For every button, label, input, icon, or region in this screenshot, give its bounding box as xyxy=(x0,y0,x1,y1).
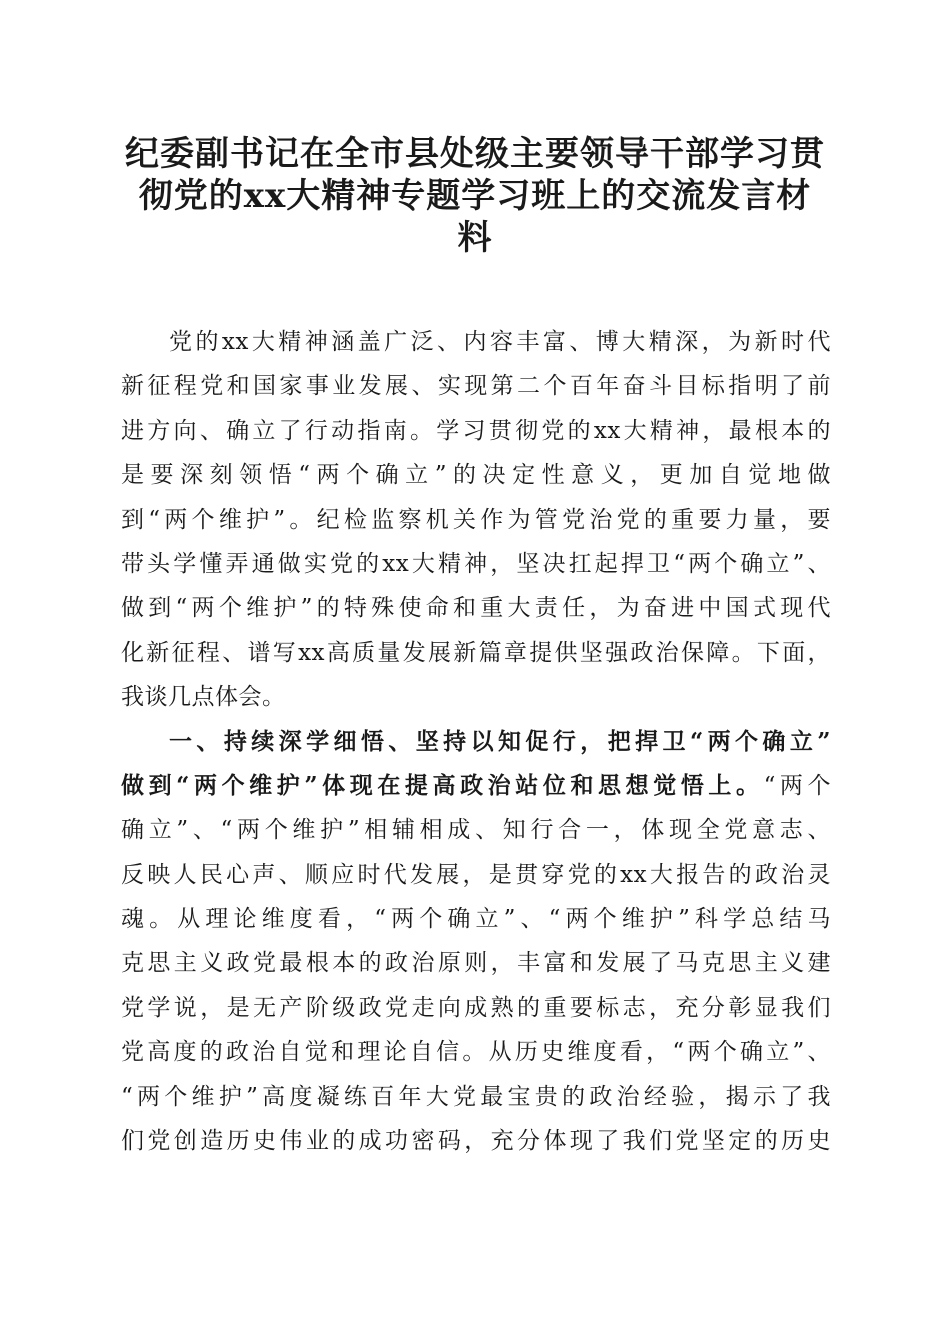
text-line: 党学说，是无产阶级政党走向成熟的重要标志，充分彰显我们 xyxy=(121,994,831,1021)
text-line: 反映人民心声、顺应时代发展，是贯穿党的xx大报告的政治灵 xyxy=(121,861,831,888)
text-line: 党的xx大精神涵盖广泛、内容丰富、博大精深，为新时代 xyxy=(169,329,831,355)
section-1-heading: 一、持续深学细悟、坚持以知促行，把捍卫“两个确立” xyxy=(169,727,831,755)
text-line: 们党创造历史伟业的成功密码，充分体现了我们党坚定的历史 xyxy=(121,1128,831,1155)
text-line: 我谈几点体会。 xyxy=(121,684,286,711)
text-line: 化新征程、谱写xx高质量发展新篇章提供坚强政治保障。下面， xyxy=(121,639,831,666)
text-line: 带头学懂弄通做实党的xx大精神，坚决扛起捍卫“两个确立”、 xyxy=(121,550,831,577)
text-line: 是要深刻领悟“两个确立”的决定性意义，更加自觉地做 xyxy=(121,462,831,489)
section-1-heading-bold: 做到“两个维护”体现在提高政治站位和思想觉悟上。 xyxy=(121,771,764,799)
text-line: 进方向、确立了行动指南。学习贯彻党的xx大精神，最根本的 xyxy=(121,417,831,444)
section-1 xyxy=(121,720,831,1164)
text-line: 做到“两个维护”的特殊使命和重大责任，为奋进中国式现代 xyxy=(121,595,831,622)
paragraph-intro xyxy=(121,320,831,720)
text-line: 克思主义政党最根本的政治原则，丰富和发展了马克思主义建 xyxy=(121,950,831,977)
text-line: 党高度的政治自觉和理论自信。从历史维度看，“两个确立”、 xyxy=(121,1039,831,1066)
text-line: 确立”、“两个维护”相辅相成、知行合一，体现全党意志、 xyxy=(121,817,831,844)
text-line: 到“两个维护”。纪检监察机关作为管党治党的重要力量，要 xyxy=(121,506,831,533)
text-line: “两个维护”高度凝练百年大党最宝贵的政治经验，揭示了我 xyxy=(121,1083,831,1110)
text-line: 魂。从理论维度看，“两个确立”、“两个维护”科学总结马 xyxy=(121,906,831,933)
section-1-heading-continued xyxy=(121,764,831,808)
text-line: 新征程党和国家事业发展、实现第二个百年奋斗目标指明了前 xyxy=(121,373,831,400)
document-title xyxy=(110,133,840,259)
title-line-3: 料 xyxy=(457,218,493,258)
section-1-heading-rest: “两个 xyxy=(763,772,831,799)
title-line-1: 纪委副书记在全市县处级主要领导干部学习贯 xyxy=(125,134,825,174)
title-line-2: 彻党的xx大精神专题学习班上的交流发言材 xyxy=(138,176,812,216)
document-body xyxy=(121,320,831,1163)
